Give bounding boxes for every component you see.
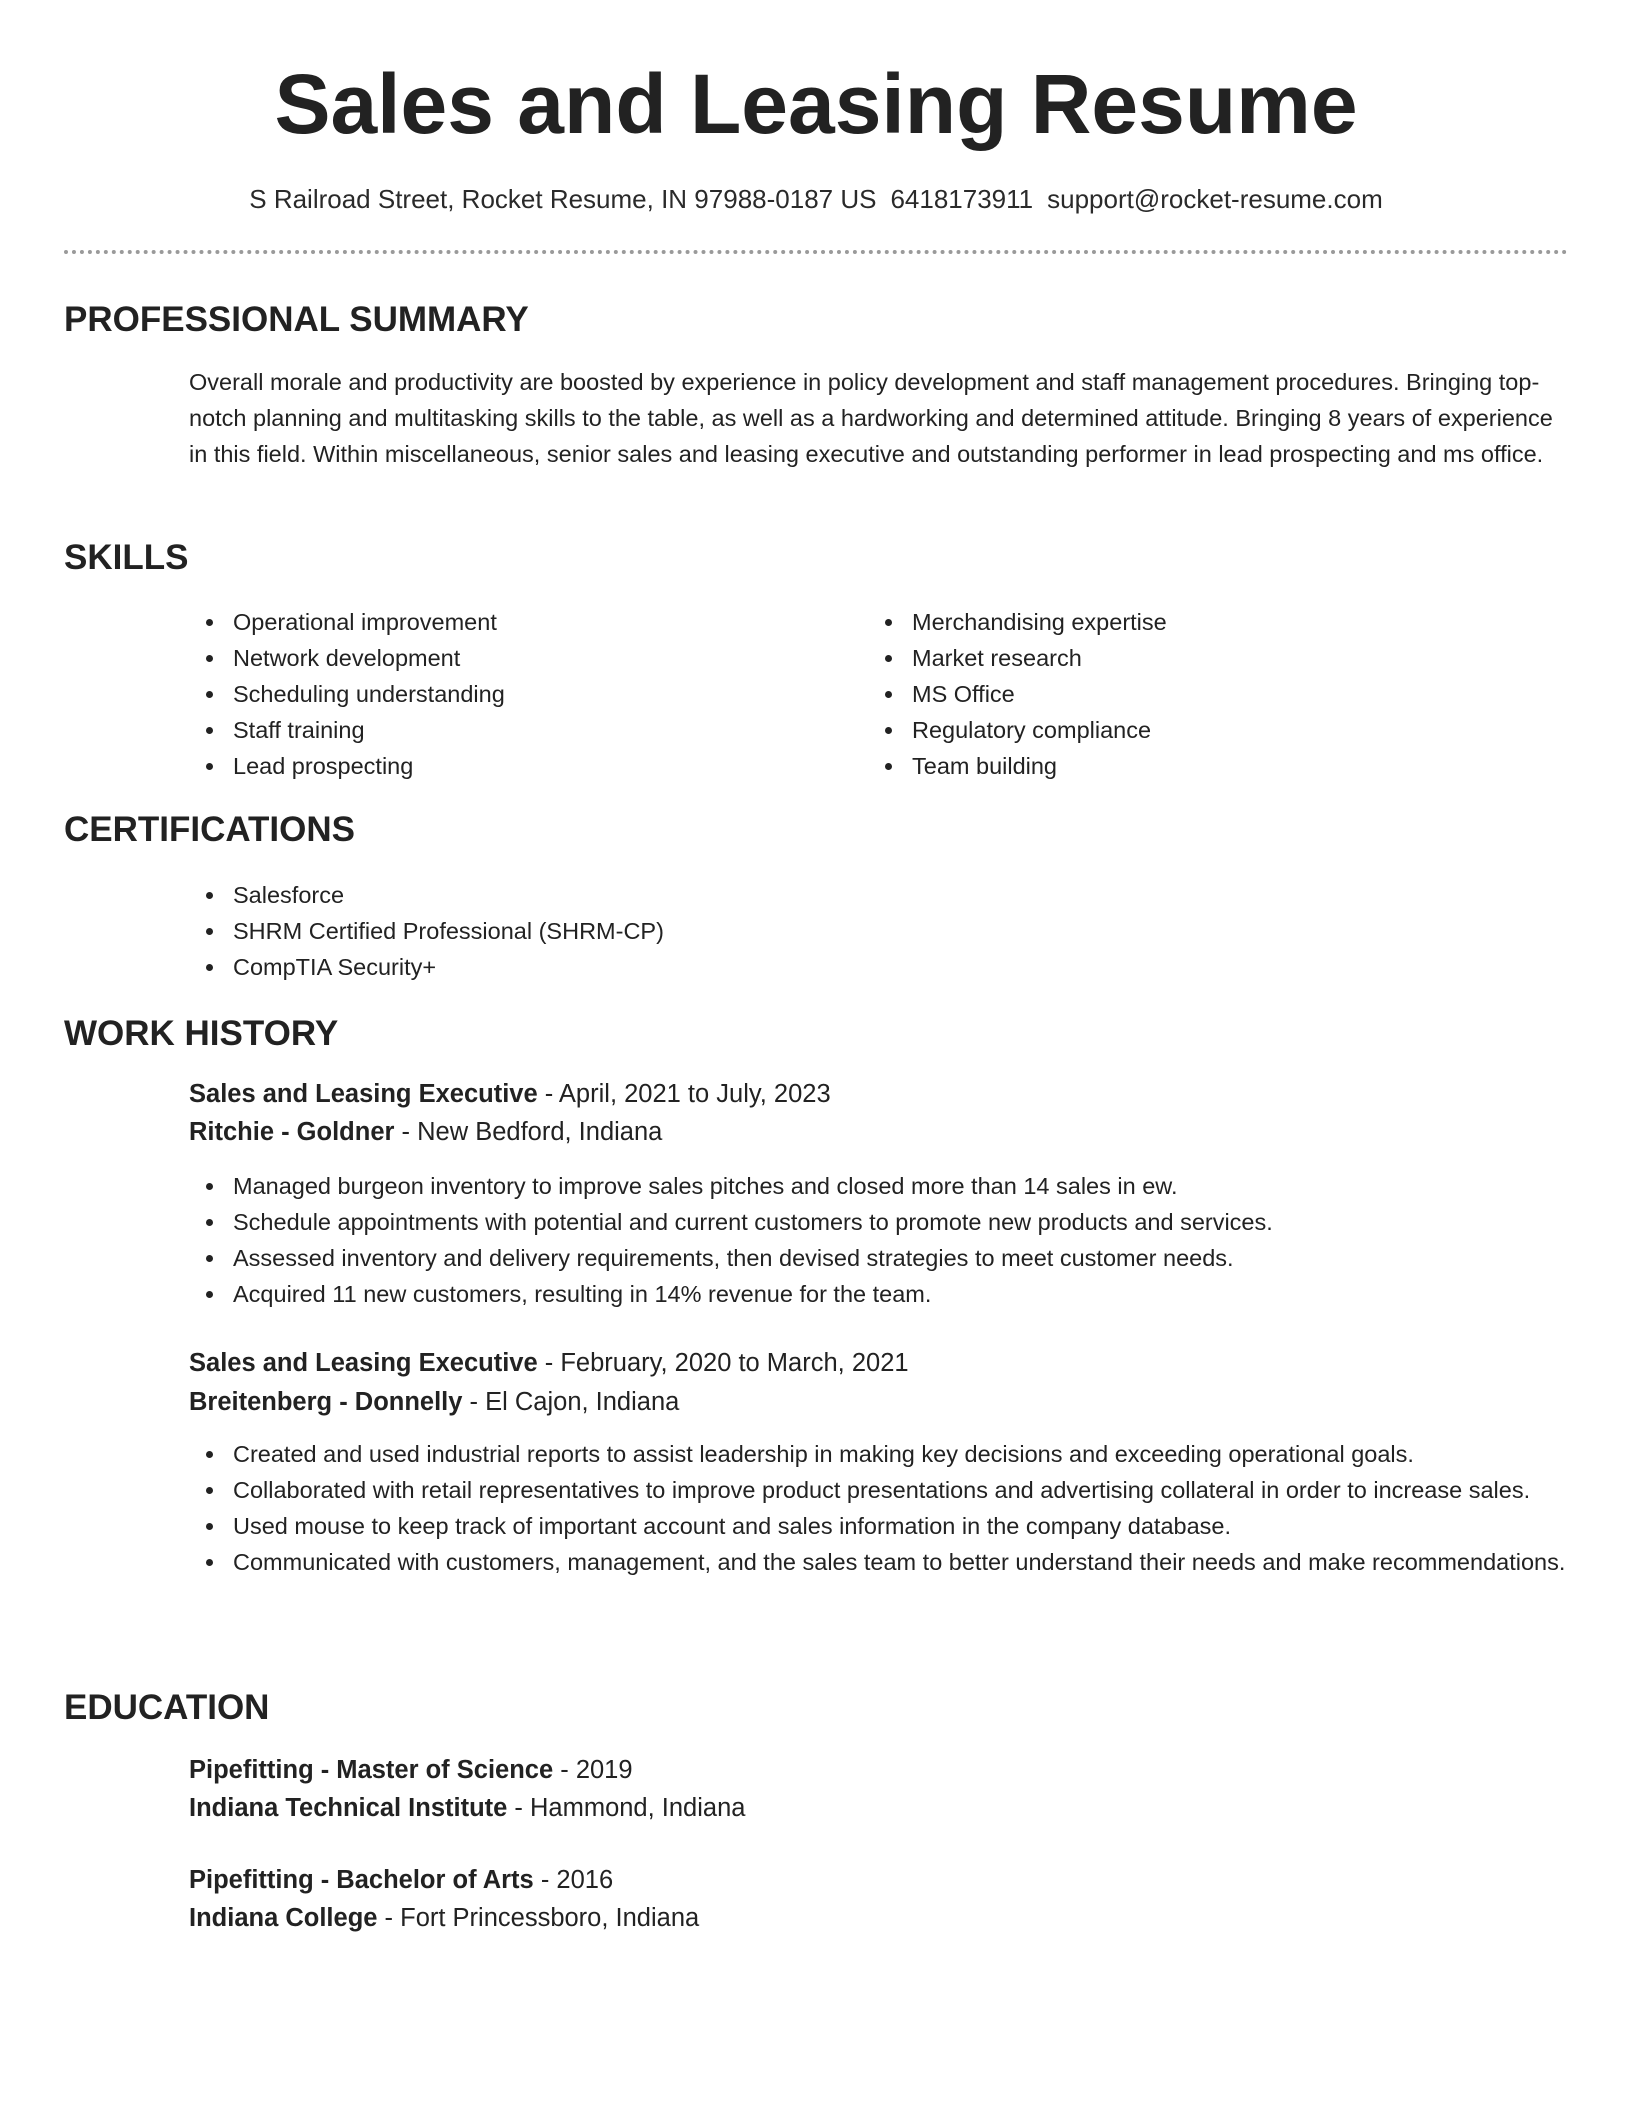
job-bullet: Communicated with customers, management, and the sales team to better understand their needs and make recommendations.	[189, 1544, 1569, 1580]
skill-item: Team building	[868, 748, 1167, 784]
skill-item: MS Office	[868, 676, 1167, 712]
job-bullet: Assessed inventory and delivery requirements, then devised strategies to meet customer needs.	[189, 1240, 1569, 1276]
section-title-certifications: CERTIFICATIONS	[64, 810, 356, 849]
job-company-line	[189, 1114, 662, 1150]
job-title-line	[189, 1345, 909, 1381]
skill-item: Network development	[189, 640, 505, 676]
education-degree: Pipefitting - Bachelor of Arts	[189, 1866, 534, 1894]
job-bullet: Acquired 11 new customers, resulting in 14% revenue for the team.	[189, 1276, 1569, 1312]
skill-item: Merchandising expertise	[868, 604, 1167, 640]
education-school-line	[189, 1790, 745, 1826]
job-company: Ritchie - Goldner	[189, 1118, 395, 1146]
education-school-line	[189, 1900, 699, 1936]
job-company: Breitenberg - Donnelly	[189, 1388, 463, 1416]
job-dates: - April, 2021 to July, 2023	[537, 1080, 831, 1108]
education-year: - 2016	[533, 1866, 614, 1894]
contact-address: S Railroad Street, Rocket Resume, IN 97988-0187 US	[249, 184, 877, 214]
education-school: Indiana College	[189, 1904, 378, 1932]
education-year: - 2019	[553, 1756, 633, 1784]
section-title-education: EDUCATION	[64, 1688, 270, 1727]
education-degree-line	[189, 1862, 613, 1898]
job-dates: - February, 2020 to March, 2021	[537, 1349, 909, 1377]
certification-item: SHRM Certified Professional (SHRM-CP)	[189, 913, 664, 949]
job-role: Sales and Leasing Executive	[189, 1349, 538, 1377]
skills-list-right	[868, 604, 1167, 784]
education-school: Indiana Technical Institute	[189, 1794, 508, 1822]
skill-item: Scheduling understanding	[189, 676, 505, 712]
job-bullets	[189, 1436, 1569, 1580]
contact-email: support@rocket-resume.com	[1047, 184, 1383, 214]
skill-item: Staff training	[189, 712, 505, 748]
skill-item: Market research	[868, 640, 1167, 676]
job-bullet: Managed burgeon inventory to improve sales pitches and closed more than 14 sales in ew.	[189, 1168, 1569, 1204]
job-company-line	[189, 1384, 679, 1420]
job-role: Sales and Leasing Executive	[189, 1080, 538, 1108]
job-location: - New Bedford, Indiana	[394, 1118, 663, 1146]
job-title-line	[189, 1076, 831, 1112]
section-title-summary: PROFESSIONAL SUMMARY	[64, 300, 529, 339]
certification-item: CompTIA Security+	[189, 949, 664, 985]
certification-item: Salesforce	[189, 877, 664, 913]
education-location: - Hammond, Indiana	[507, 1794, 746, 1822]
education-degree: Pipefitting - Master of Science	[189, 1756, 554, 1784]
summary-text: Overall morale and productivity are boosted by experience in policy development and staff management procedures. Bringing top-notch planning and multitasking skills to the table, as well as a hardworking and determined attitude. Bringing 8 years of experience in this field. Within miscellaneous, senior sales and leasing executive and outstanding performer in lead prospecting and ms office.	[189, 369, 1553, 467]
header-divider	[64, 250, 1568, 254]
education-location: - Fort Princessboro, Indiana	[377, 1904, 700, 1932]
job-bullet: Used mouse to keep track of important account and sales information in the company database.	[189, 1508, 1569, 1544]
certifications-list	[189, 877, 664, 985]
job-bullet: Collaborated with retail representatives to improve product presentations and advertising collateral in order to increase sales.	[189, 1472, 1569, 1508]
job-bullet: Created and used industrial reports to assist leadership in making key decisions and exceeding operational goals.	[189, 1436, 1569, 1472]
section-title-work-history: WORK HISTORY	[64, 1014, 339, 1053]
education-degree-line	[189, 1752, 633, 1788]
section-title-skills: SKILLS	[64, 538, 189, 577]
job-location: - El Cajon, Indiana	[462, 1388, 680, 1416]
contact-line	[0, 182, 1632, 216]
skills-list-left	[189, 604, 505, 784]
job-bullet: Schedule appointments with potential and current customers to promote new products and services.	[189, 1204, 1569, 1240]
skill-item: Operational improvement	[189, 604, 505, 640]
job-bullets	[189, 1168, 1569, 1312]
skill-item: Regulatory compliance	[868, 712, 1167, 748]
skill-item: Lead prospecting	[189, 748, 505, 784]
resume-title: Sales and Leasing Resume	[274, 57, 1358, 151]
contact-phone: 6418173911	[890, 184, 1034, 214]
